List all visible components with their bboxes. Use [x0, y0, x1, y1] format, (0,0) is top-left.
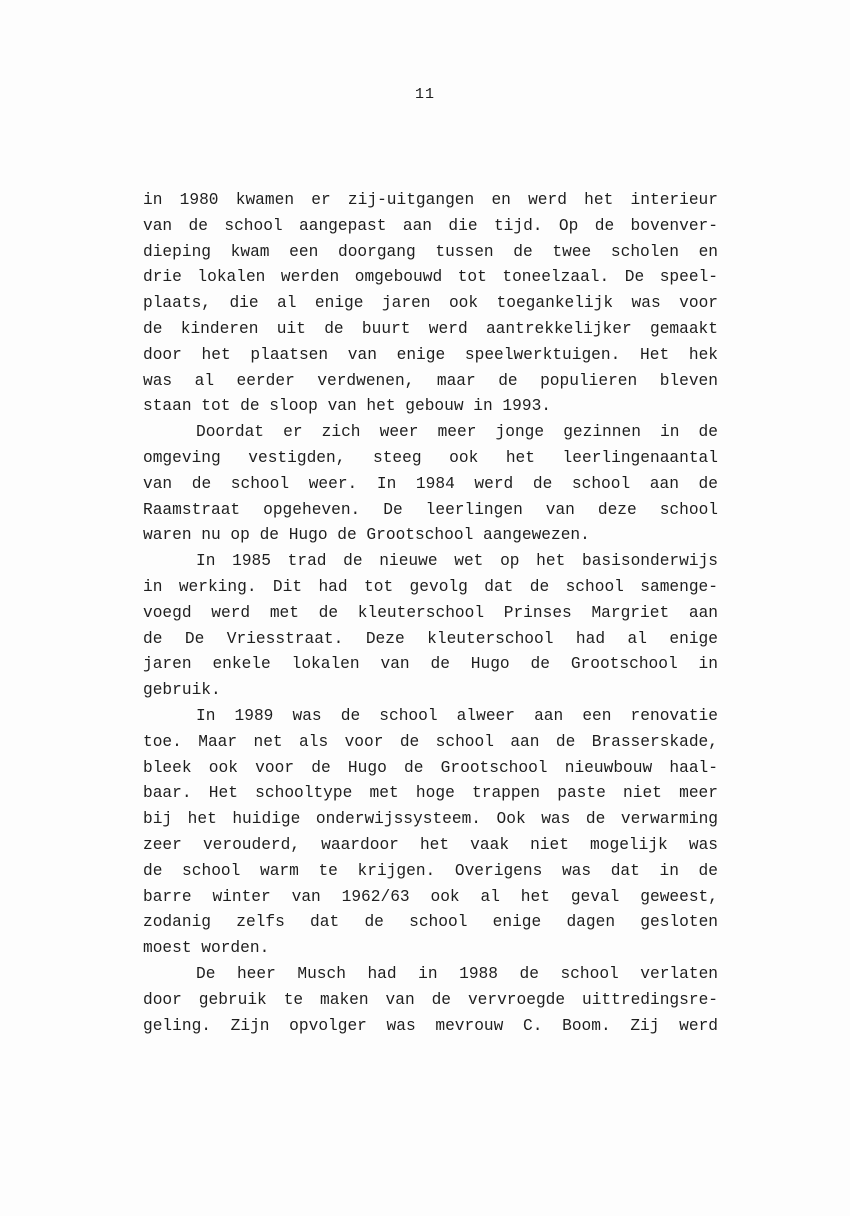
text-line: In 1985 trad de nieuwe wet op het basisonderwijs	[196, 552, 718, 571]
text-line: plaats, die al enige jaren ook toegankelijk was voor	[143, 294, 718, 313]
text-line: gebruik.	[143, 681, 221, 700]
text-line: was al eerder verdwenen, maar de populieren bleven	[143, 371, 718, 390]
text-line: voegd werd met de kleuterschool Prinses Margriet aan	[143, 603, 718, 622]
text-line: geling. Zijn opvolger was mevrouw C. Boom. Zij werd	[143, 1016, 718, 1035]
text-line: de school warm te krijgen. Overigens was dat in de	[143, 861, 718, 880]
text-line: door het plaatsen van enige speelwerktuigen. Het hek	[143, 345, 718, 364]
text-line: van de school aangepast aan die tijd. Op de bovenver-	[143, 216, 718, 235]
text-line: In 1989 was de school alweer aan een renovatie	[196, 706, 718, 725]
text-line: dieping kwam een doorgang tussen de twee scholen en	[143, 242, 718, 261]
text-line: waren nu op de Hugo de Grootschool aangewezen.	[143, 526, 590, 545]
text-line: van de school weer. In 1984 werd de school aan de	[143, 474, 718, 493]
text-line: bij het huidige onderwijssysteem. Ook was de verwarming	[143, 810, 718, 829]
text-line: de kinderen uit de buurt werd aantrekkelijker gemaakt	[143, 319, 718, 338]
text-line: bleek ook voor de Hugo de Grootschool nieuwbouw haal-	[143, 758, 718, 777]
body-text	[143, 188, 718, 1039]
text-line: drie lokalen werden omgebouwd tot toneelzaal. De speel-	[143, 268, 718, 287]
text-line: zodanig zelfs dat de school enige dagen gesloten	[143, 913, 718, 932]
text-line: in 1980 kwamen er zij-uitgangen en werd het interieur	[143, 191, 718, 209]
text-line: omgeving vestigden, steeg ook het leerlingenaantal	[143, 448, 718, 467]
text-line: baar. Het schooltype met hoge trappen paste niet meer	[143, 784, 718, 803]
text-line: toe. Maar net als voor de school aan de Brasserskade,	[143, 732, 718, 751]
text-line: De heer Musch had in 1988 de school verlaten	[196, 964, 718, 983]
text-line: moest worden.	[143, 939, 270, 958]
text-line: jaren enkele lokalen van de Hugo de Grootschool in	[143, 655, 718, 674]
text-line: Raamstraat opgeheven. De leerlingen van deze school	[143, 500, 718, 519]
text-line: door gebruik te maken van de vervroegde uittredingsre-	[143, 990, 718, 1009]
text-line: de De Vriesstraat. Deze kleuterschool had al enige	[143, 629, 718, 648]
text-line: in werking. Dit had tot gevolg dat de school samenge-	[143, 577, 718, 596]
text-line: staan tot de sloop van het gebouw in 1993.	[143, 397, 551, 416]
page-number: 11	[414, 86, 435, 103]
text-line: Doordat er zich weer meer jonge gezinnen in de	[196, 423, 718, 442]
text-line: zeer verouderd, waardoor het vaak niet mogelijk was	[143, 835, 718, 854]
text-line: barre winter van 1962/63 ook al het geval geweest,	[143, 887, 718, 906]
